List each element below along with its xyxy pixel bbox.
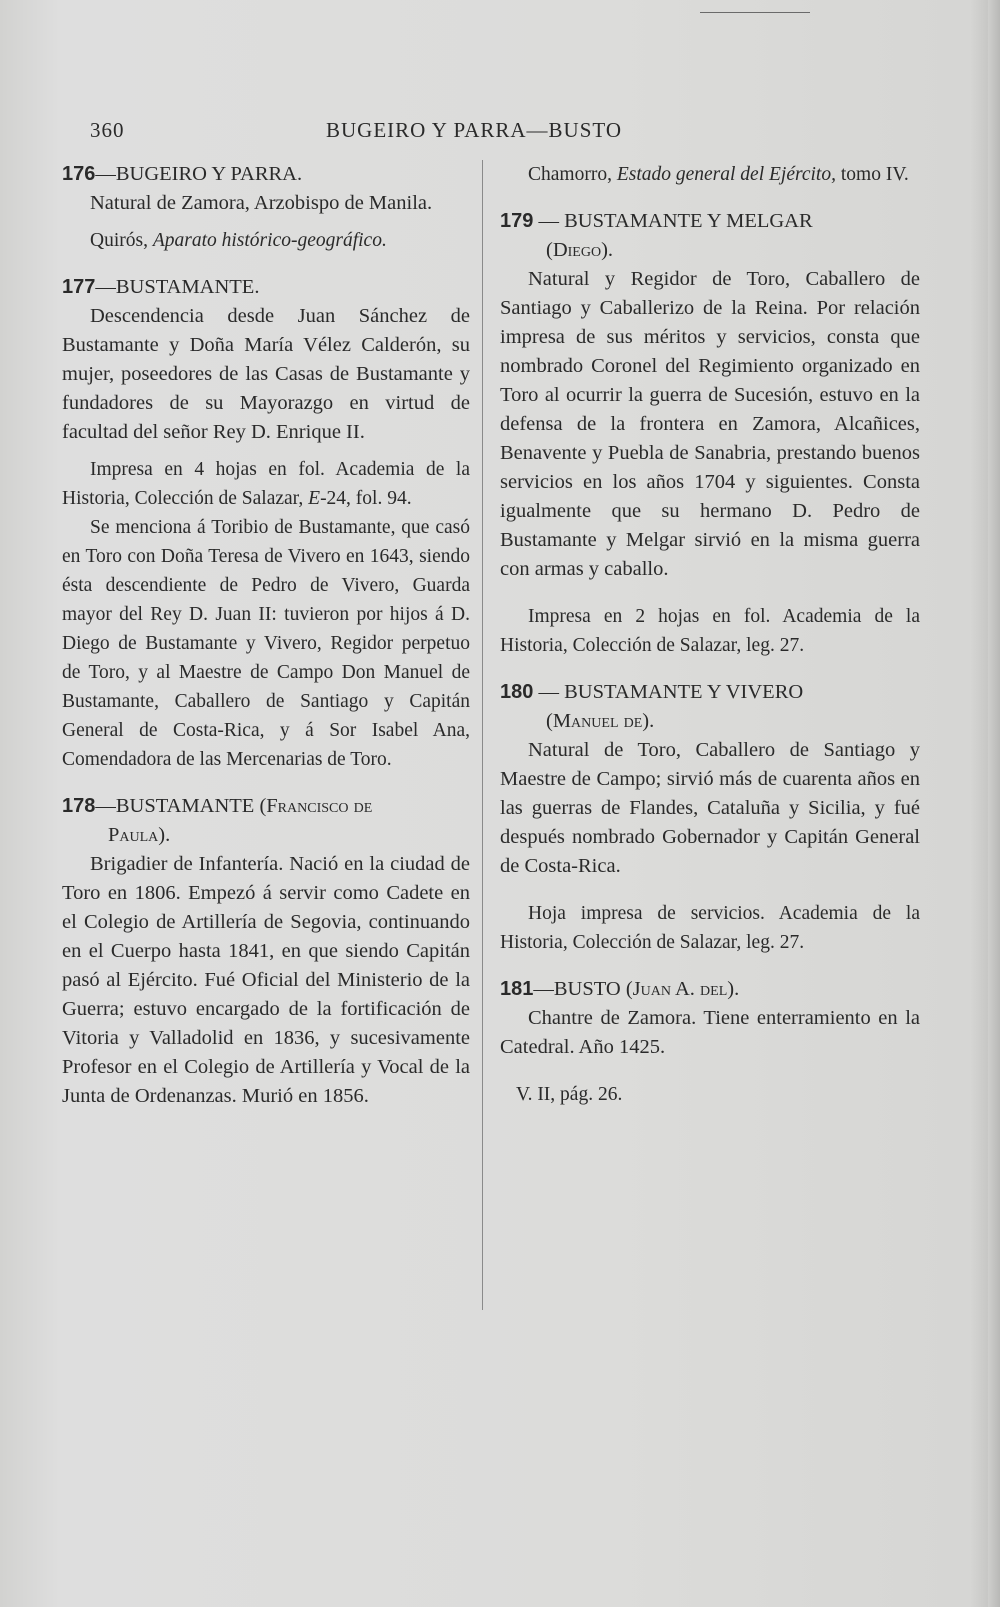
entry-180-heading <box>500 678 920 707</box>
entry-178-heading <box>62 792 470 821</box>
entry-title-end: ). <box>158 824 171 846</box>
reference-folio: -24, fol. 94. <box>320 488 412 509</box>
entry-177-heading <box>62 273 470 302</box>
paren-close: ). <box>601 239 614 261</box>
entry-181-heading <box>500 975 920 1004</box>
entry-name: Manuel de <box>552 710 643 732</box>
entry-number: 178 <box>62 795 96 817</box>
entry-179-heading-cont <box>500 236 920 265</box>
paren-close: ). <box>642 710 655 732</box>
entry-176-heading <box>62 160 470 189</box>
entry-176-reference <box>62 226 470 255</box>
reference-author: Chamorro, <box>528 164 617 185</box>
paren-open: ( <box>546 710 553 732</box>
entry-number: 179 <box>500 210 534 232</box>
top-rule <box>700 12 810 13</box>
entry-title: —BUSTAMANTE. <box>95 276 260 298</box>
page-edge <box>988 0 1000 1607</box>
entry-title: —BUGEIRO Y PARRA. <box>95 163 303 185</box>
entry-number: 176 <box>62 163 96 185</box>
column-divider <box>482 160 483 1310</box>
reference-work: Estado general del Ejército, <box>616 164 836 185</box>
entry-180-body: Natural de Toro, Caballero de Santiago y Maestre de Campo; sirvió más de cuarenta años en las guerras de Flandes, Cataluña y Sicilia, y fué después nombrado Gobernador y Capitán General de Costa-Rica. <box>500 739 920 877</box>
entry-179-reference: Impresa en 2 hojas en fol. Academia de la Historia, Colección de Salazar, leg. 27. <box>500 606 920 656</box>
entry-number: 177 <box>62 276 96 298</box>
entry-177-reference <box>62 455 470 513</box>
reference-volume: tomo IV. <box>835 164 909 185</box>
entry-name: Francisco de <box>266 795 373 817</box>
entry-178-body: Brigadier de Infantería. Nació en la ciudad de Toro en 1806. Empezó á servir como Cadete en el Colegio de Artillería de Segovia, continuando en el Cuerpo hasta 1841, en que siendo Capitán pasó al Ejército. Fué Oficial del Ministerio de la Guerra; estuvo encargado de la fortificación de Vitoria y Valladolid en 1836, y sucesivamente Profesor en el Colegio de Artillería y Vocal de la Junta de Ordenanzas. Murió en 1856. <box>62 853 470 1107</box>
entry-title: —BUSTAMANTE ( <box>95 795 267 817</box>
reference-work: Aparato histórico-geográfico. <box>152 230 387 251</box>
entry-name: Paula <box>108 824 159 846</box>
entry-176-body: Natural de Zamora, Arzobispo de Manila. <box>90 192 433 214</box>
signature-mark: V. II, pág. 26. <box>516 1084 623 1105</box>
entry-180-reference: Hoja impresa de servicios. Academia de la Historia, Colección de Salazar, leg. 27. <box>500 903 920 953</box>
entry-number: 181 <box>500 978 534 1000</box>
entry-181-body: Chantre de Zamora. Tiene enterramiento en la Catedral. Año 1425. <box>500 1007 920 1058</box>
page-number: 360 <box>90 118 125 142</box>
entry-name: Diego <box>552 239 602 261</box>
reference-author: Quirós, <box>90 230 153 251</box>
running-head: BUGEIRO Y PARRA—BUSTO <box>326 118 622 142</box>
right-column <box>500 160 920 1109</box>
entry-name: Juan A. del <box>632 978 728 1000</box>
reference-text: Impresa en 4 hojas en fol. Academia de la Historia, Colección de Salazar, <box>62 459 470 509</box>
entry-title: —BUSTO ( <box>533 978 633 1000</box>
entry-179-heading <box>500 207 920 236</box>
paren-open: ( <box>546 239 553 261</box>
entry-title-end: ). <box>727 978 740 1000</box>
entry-178-heading-cont <box>62 821 470 850</box>
entry-177-body: Descendencia desde Juan Sánchez de Bustamante y Doña María Vélez Calderón, su mujer, poseedores de las Casas de Bustamante y fundadores de su Mayorazgo en virtud de facultad del señor Rey D. Enrique II. <box>62 305 470 443</box>
entry-179-body: Natural y Regidor de Toro, Caballero de Santiago y Caballerizo de la Reina. Por relación impresa de sus méritos y servicios, consta que nombrado Coronel del Regimiento organizado en Toro al ocurrir la guerra de Sucesión, estuvo en la defensa de la frontera en Zamora, Alcañices, Benavente y Puebla de Sanabria, prestando buenos servicios en los años 1704 y siguientes. Consta igualmente que su hermano D. Pedro de Bustamante y Melgar sirvió en la misma guerra con armas y caballo. <box>500 268 920 580</box>
entry-number: 180 <box>500 681 534 703</box>
entry-title: — BUSTAMANTE Y MELGAR <box>533 210 813 232</box>
page-header <box>90 118 680 148</box>
entry-180-heading-cont <box>500 707 920 736</box>
reference-signature: E <box>308 488 321 509</box>
entry-title: — BUSTAMANTE Y VIVERO <box>533 681 804 703</box>
left-column <box>62 160 470 1111</box>
entry-178-reference <box>500 160 920 189</box>
entry-177-note: Se menciona á Toribio de Bustamante, que casó en Toro con Doña Teresa de Vivero en 1643, siendo ésta descendiente de Pedro de Vivero, Guarda mayor del Rey D. Juan II: tuvieron por hijos á D. Diego de Bustamante y Vivero, Regidor perpetuo de Toro, y al Maestre de Campo Don Manuel de Bustamante, Caballero de Santiago y Capitán General de Costa-Rica, y á Sor Isabel Ana, Comendadora de las Mercenarias de Toro. <box>62 517 470 770</box>
